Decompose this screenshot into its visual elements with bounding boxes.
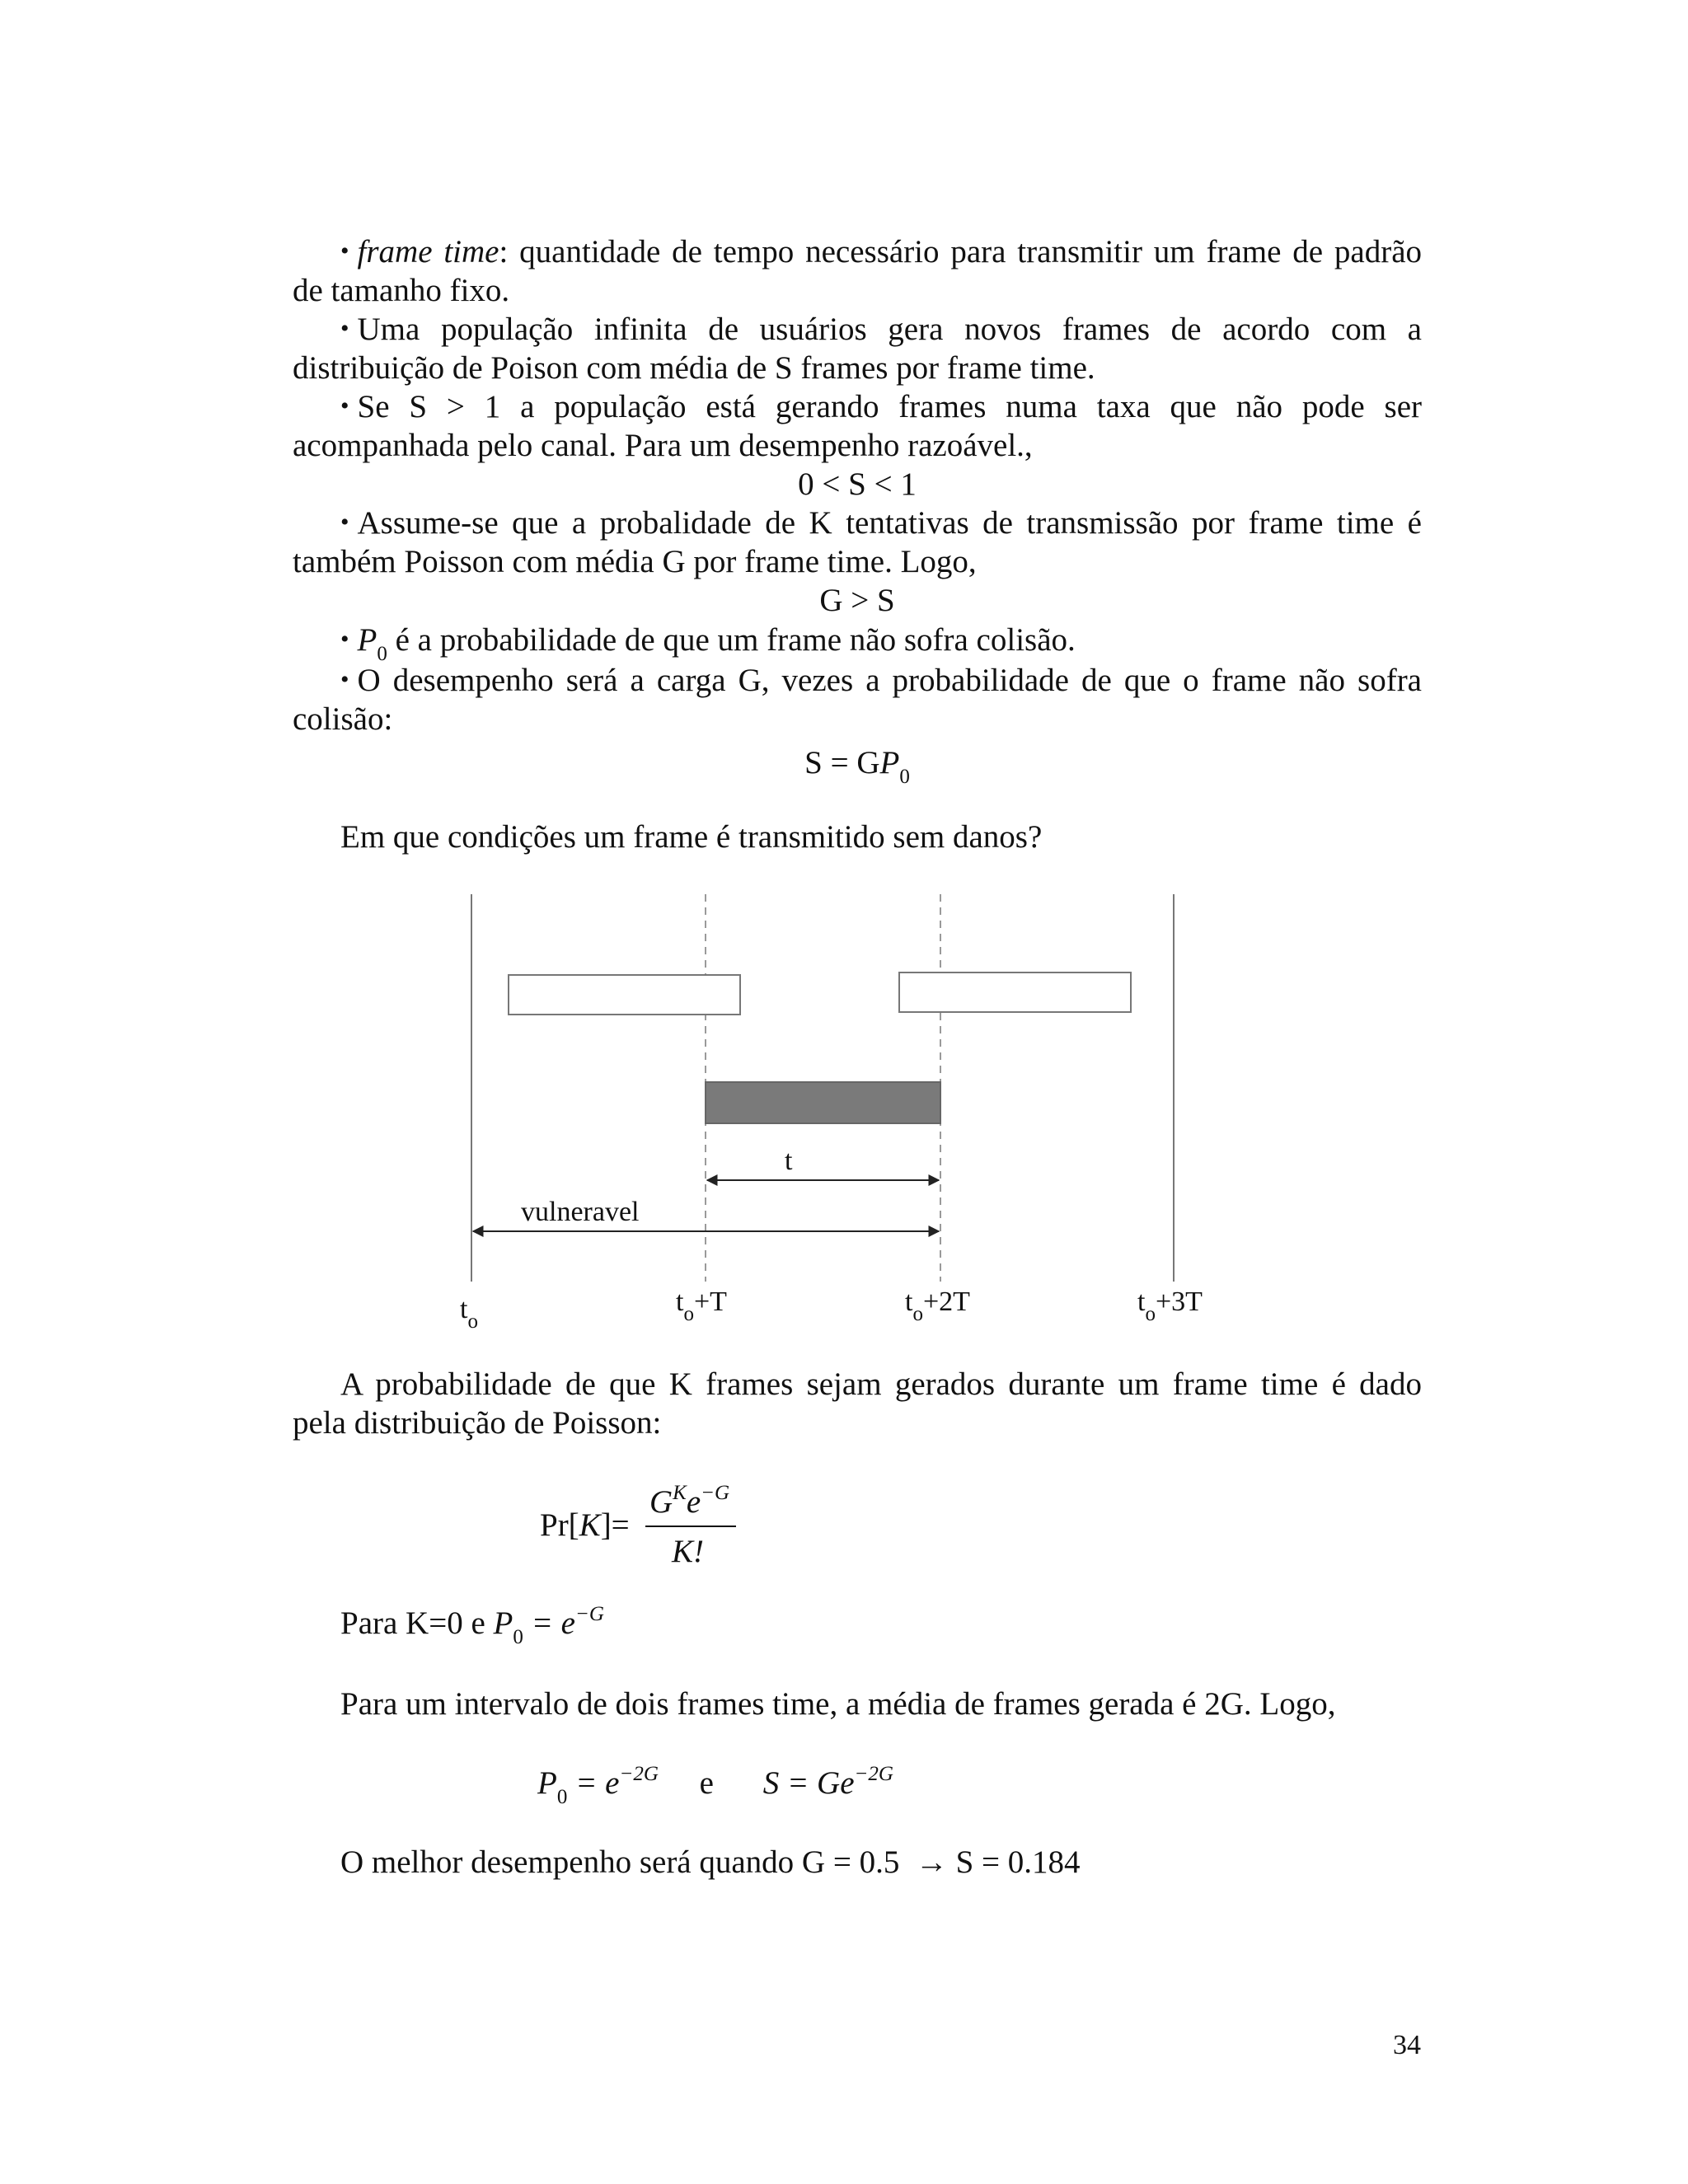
poisson-lhs-k: K (579, 1507, 601, 1543)
axis-label-t0-2t-rest: +2T (922, 1286, 970, 1317)
formula-s-gp0-sub: 0 (899, 766, 910, 788)
formula-s-gp0-symbol: P (879, 745, 900, 780)
bullet-dot-icon: • (340, 626, 349, 653)
k0-eq: = e (531, 1605, 575, 1641)
axis-label-t0-2t-sub: o (912, 1303, 923, 1325)
formula2-p: P (537, 1765, 557, 1801)
page-number: 34 (1393, 2030, 1421, 2060)
frame-before (509, 975, 740, 1015)
bullet-s-text: Se S > 1 a população está gerando frames numa taxa que não pode ser (357, 389, 1422, 424)
axis-label-t0-2t-base: t (905, 1286, 913, 1317)
bullet-dot-icon: • (340, 237, 349, 265)
poisson-num-k: K (673, 1482, 687, 1504)
axis-label-t0 (460, 1290, 478, 1331)
term-frame-time: frame time (357, 234, 499, 269)
bullet-frame-time-line2: de tamanho fixo. (293, 273, 510, 308)
arrow-right-icon: → (915, 1844, 948, 1880)
poisson-line1: A probabilidade de que K frames sejam gerados durante um frame time é dado (340, 1366, 1422, 1402)
axis-label-t0-t (676, 1282, 727, 1324)
formula-p0-s (537, 1764, 893, 1807)
axis-label-t0-base: t (460, 1294, 468, 1324)
formula-s-gp0-prefix: S = G (804, 745, 880, 780)
frame-transmitted (706, 1082, 940, 1123)
axis-label-t0-2t (905, 1282, 970, 1324)
k0-exp: −G (575, 1603, 604, 1625)
axis-label-t0-t-rest: +T (693, 1286, 727, 1317)
bullet-throughput-text: O desempenho será a carga G, vezes a probabilidade de que o frame não sofra (357, 663, 1422, 698)
k0-text: Para K=0 e (340, 1605, 485, 1641)
bullet-attempts-line2: também Poisson com média G por frame time. Logo, (293, 544, 977, 579)
bullet-population-text: Uma população infinita de usuários gera novos frames de acordo com a (357, 312, 1422, 347)
formula2-sub: 0 (556, 1786, 568, 1808)
axis-label-t0-t-base: t (676, 1286, 684, 1317)
best-text: O melhor desempenho será quando G = 0.5 (340, 1844, 900, 1880)
formula2-s: S (762, 1765, 780, 1801)
bullet-dot-icon: • (340, 509, 349, 536)
two-frames-line: Para um intervalo de dois frames time, a média de frames gerada é 2G. Logo, (340, 1686, 1336, 1722)
best-performance-line (340, 1843, 1081, 1882)
formula2-exp2: −2G (854, 1763, 893, 1785)
poisson-num-e: e (686, 1484, 701, 1520)
symbol-p: P (357, 622, 377, 658)
bullet-dot-icon: • (340, 392, 349, 419)
bullet-p0-text: é a probabilidade de que um frame não sofra colisão. (395, 622, 1076, 658)
axis-label-t0-3t-base: t (1137, 1286, 1146, 1317)
k0-sub: 0 (513, 1626, 523, 1648)
poisson-line2: pela distribuição de Poisson: (293, 1405, 662, 1441)
question-line: Em que condições um frame é transmitido sem danos? (340, 819, 1043, 855)
axis-label-t0-t-sub: o (683, 1303, 694, 1325)
best-result: S = 0.184 (955, 1844, 1081, 1880)
poisson-lhs: Pr[K]= (540, 1507, 630, 1543)
k0-line (340, 1604, 604, 1647)
bullet-frame-time-text: : quantidade de tempo necessário para transmitir um frame de padrão (499, 234, 1422, 269)
bullet-dot-icon: • (340, 666, 349, 693)
vulnerable-label: vulneravel (521, 1197, 640, 1227)
poisson-num-g: G (649, 1484, 673, 1520)
bullet-s-line2: acompanhada pelo canal. Para um desempenho razoável., (293, 428, 1033, 463)
bullet-throughput-line2: colisão: (293, 701, 393, 737)
poisson-den-text: K! (672, 1534, 704, 1569)
axis-label-t0-3t-sub: o (1145, 1303, 1156, 1325)
axis-label-t0-sub: o (467, 1310, 478, 1333)
poisson-formula (540, 1478, 746, 1585)
poisson-denominator (672, 1532, 704, 1571)
formula2-and: e (699, 1765, 714, 1801)
bullet-dot-icon: • (340, 315, 349, 342)
bullet-population-line2: distribuição de Poison com média de S frames por frame time. (293, 350, 1095, 386)
poisson-num-exp: −G (701, 1482, 730, 1504)
formula2-exp1: −2G (619, 1763, 659, 1785)
fraction-bar (645, 1526, 736, 1527)
poisson-numerator (649, 1483, 729, 1526)
poisson-paragraph (293, 1365, 1422, 1442)
axis-label-t0-3t (1137, 1282, 1203, 1324)
formula2-eq2: = Ge (786, 1765, 855, 1801)
formula-g-greater-s: G > S (819, 583, 895, 618)
symbol-p-sub: 0 (377, 643, 387, 665)
formula-s-range: 0 < S < 1 (798, 466, 917, 502)
k0-p: P (493, 1605, 513, 1641)
bullet-attempts-text: Assume-se que a probalidade de K tentativas de transmissão por frame time é (357, 505, 1422, 541)
t-label: t (785, 1146, 793, 1176)
formula2-eq1: = e (575, 1765, 620, 1801)
axis-label-t0-3t-rest: +3T (1155, 1286, 1203, 1317)
frame-after (899, 972, 1131, 1012)
